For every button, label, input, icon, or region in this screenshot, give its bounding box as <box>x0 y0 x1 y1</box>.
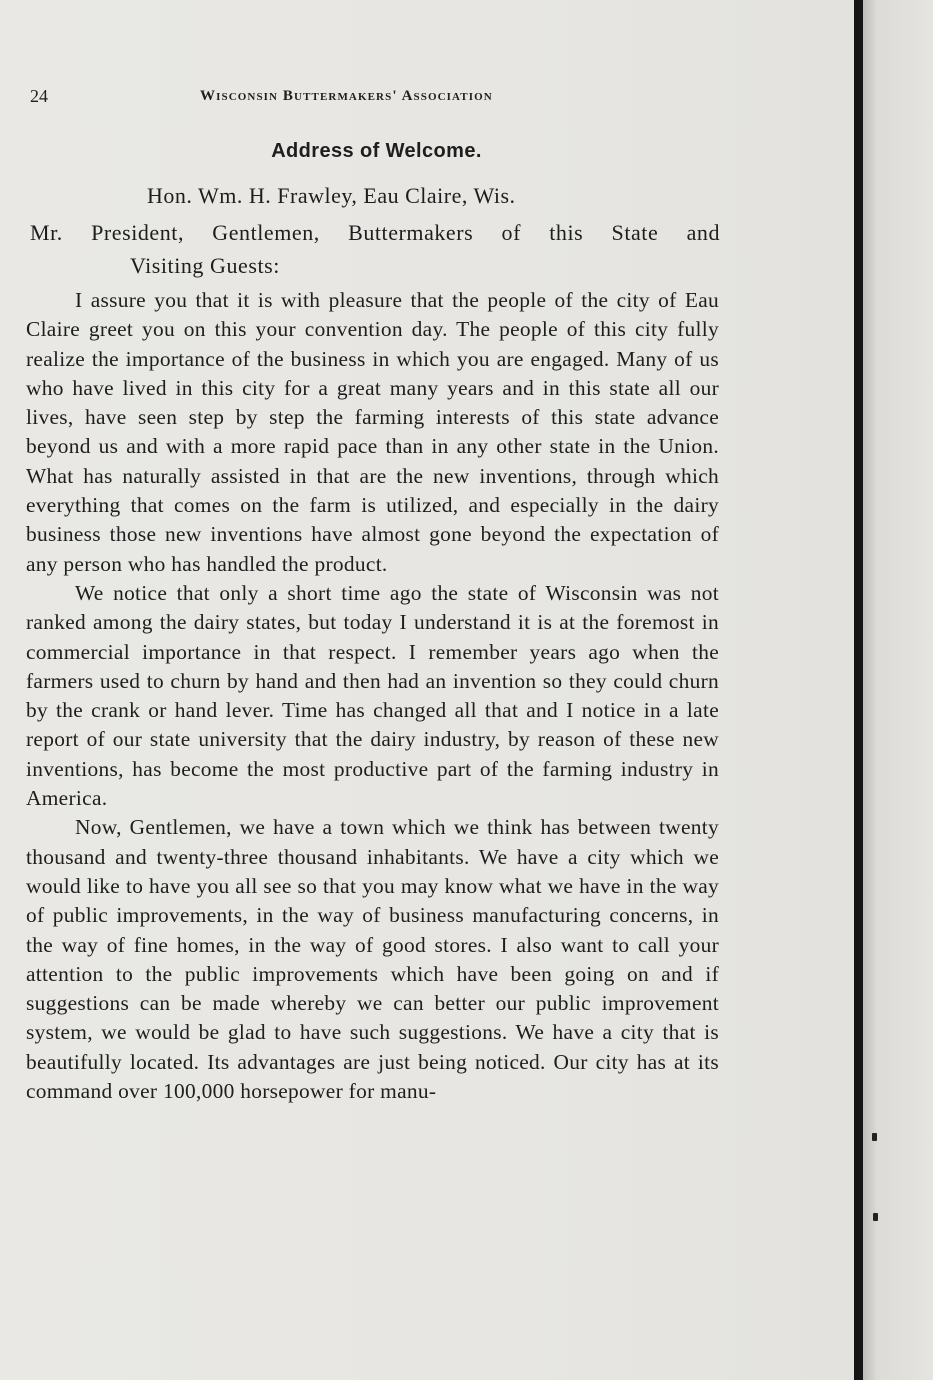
article-byline: Hon. Wm. H. Frawley, Eau Claire, Wis. <box>147 183 516 208</box>
paragraph-2: We notice that only a short time ago the state of Wisconsin was not ranked among the dairy states, but today I understand it is at the foremost in commercial importance in that respect. I remember years ago when the farmers used to churn by hand and then had an invention so they could churn by the crank or hand lever. Time has changed all that and I notice in a late report of our state university that the dairy industry, by reason of these new inventions, has become the most productive part of the farming industry in America. <box>26 580 719 811</box>
article-title: Address of Welcome. <box>271 140 482 162</box>
salutation: Mr. President, Gentlemen, Buttermakers of this State and <box>30 220 720 245</box>
page-edge-mark <box>873 1213 878 1221</box>
running-head <box>30 86 720 110</box>
article-body <box>26 286 719 1106</box>
facing-page-edge <box>863 0 933 1380</box>
book-spine-edge <box>854 0 863 1380</box>
salutation-continued: Visiting Guests: <box>130 253 280 278</box>
page-edge-mark <box>872 1133 877 1141</box>
paragraph-3: Now, Gentlemen, we have a town which we think has between twenty thousand and twenty-three thousand inhabitants. We have a city which we would like to have you all see so that you may know what we have in the way of public improvements, in the way of business manufacturing concerns, in the way of fine homes, in the way of good stores. I also want to call your attention to the public improvements which have been going on and if suggestions can be made whereby we can better our public improvement system, we would be glad to have such suggestions. We have a city that is beautifully located. Its advantages are just being noticed. Our city has at its command over 100,000 horsepower for manu- <box>26 815 719 1104</box>
paragraph-1: I assure you that it is with pleasure that the people of the city of Eau Claire greet you on this your convention day. The people of this city fully realize the importance of the business in which you are engaged. Many of us who have lived in this city for a great many years and in this state all our lives, have seen step by step the farming interests of this state advance beyond us and with a more rapid pace than in any other state in the Union. What has naturally assisted in that are the new inventions, through which everything that comes on the farm is utilized, and especially in the dairy business those new inventions have almost gone beyond the expectation of any person who has handled the product. <box>26 288 719 576</box>
running-head-title: Wisconsin Buttermakers' Association <box>200 88 493 104</box>
page-number: 24 <box>30 86 48 106</box>
